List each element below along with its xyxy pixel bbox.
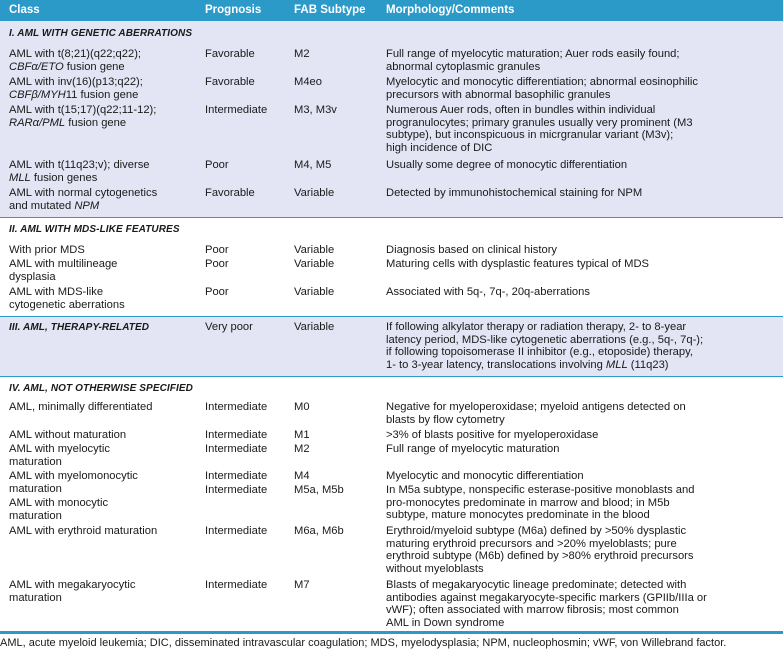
row-morphology: Numerous Auer rods, often in bundles within individual progranulocytes; primary granules usually very prominent (M3 subtype), but inconspicuous in micrgranular variant (M3v); high incidence of DIC xyxy=(386,104,693,154)
section-title: III. AML, THERAPY-RELATED xyxy=(9,322,150,333)
row-prognosis: Favorable xyxy=(205,48,255,60)
section-title: IV. AML, NOT OTHERWISE SPECIFIED xyxy=(9,383,193,394)
row-class: AML with myelomonocytic maturation xyxy=(9,470,138,495)
row-class: AML with normal cytogenetics and mutated NPM xyxy=(9,187,158,212)
section-title: I. AML WITH GENETIC ABERRATIONS xyxy=(9,28,193,39)
row-class: AML with multilineage dysplasia xyxy=(9,258,118,283)
row-prognosis: Poor xyxy=(205,286,229,298)
row-prognosis: Very poor xyxy=(205,321,253,333)
table-footnote: AML, acute myeloid leukemia; DIC, disseminated intravascular coagulation; MDS, myelodysplasia; NPM, nucleophosmin; vWF, von Willebrand factor. xyxy=(0,637,727,649)
row-morphology: Usually some degree of monocytic differentiation xyxy=(386,159,628,171)
row-morphology: Myelocytic and monocytic differentiation; abnormal eosinophilic precursors with abnormal basophilic granules xyxy=(386,76,698,101)
row-prognosis: Favorable xyxy=(205,187,255,199)
row-morphology: Myelocytic and monocytic differentiation xyxy=(386,470,584,482)
row-class: AML with erythroid maturation xyxy=(9,525,158,537)
row-fab: M0 xyxy=(294,401,310,413)
row-morphology: Full range of myelocytic maturation; Auer rods easily found; abnormal cytoplasmic granules xyxy=(386,48,680,73)
row-morphology: Diagnosis based on clinical history xyxy=(386,244,558,256)
table-header xyxy=(0,0,783,21)
row-fab: Variable xyxy=(294,258,335,270)
row-fab: Variable xyxy=(294,321,335,333)
row-class: AML, minimally differentiated xyxy=(9,401,153,413)
row-morphology: In M5a subtype, nonspecific esterase-positive monoblasts and pro-monocytes predominate in marrow and blood; in M5b subtype, mature monocytes predominate in the blood xyxy=(386,484,695,522)
row-prognosis: Intermediate xyxy=(205,525,268,537)
table-bottom-rule xyxy=(0,631,783,634)
row-prognosis: Intermediate xyxy=(205,470,268,482)
row-prognosis: Poor xyxy=(205,258,229,270)
row-prognosis: Intermediate xyxy=(205,484,268,496)
row-class: AML with t(11q23;v); diverse MLL fusion genes xyxy=(9,159,150,184)
row-morphology: Full range of myelocytic maturation xyxy=(386,443,560,455)
row-morphology: If following alkylator therapy or radiation therapy, 2- to 8-year latency period, MDS-like cytogenetic aberrations (e.g., 5q-, 7q-); if following topoisomerase II inhibitor (e.g., etoposide) therapy, 1- to 3-year latency, translocations involving MLL (11q23) xyxy=(386,321,704,371)
header-prognosis: Prognosis xyxy=(205,4,262,16)
row-class: With prior MDS xyxy=(9,244,85,256)
row-prognosis: Poor xyxy=(205,159,229,171)
row-fab: Variable xyxy=(294,244,335,256)
row-morphology: Detected by immunohistochemical staining for NPM xyxy=(386,187,643,199)
section-divider xyxy=(0,376,783,377)
row-class: AML with MDS-like cytogenetic aberrations xyxy=(9,286,125,311)
row-prognosis: Intermediate xyxy=(205,443,268,455)
header-class: Class xyxy=(9,4,40,16)
row-class: AML with t(15;17)(q22;11-12); RARα/PML fusion gene xyxy=(9,104,157,129)
row-fab: Variable xyxy=(294,187,335,199)
row-prognosis: Intermediate xyxy=(205,579,268,591)
row-fab: M4, M5 xyxy=(294,159,332,171)
row-fab: M1 xyxy=(294,429,310,441)
row-morphology: Erythroid/myeloid subtype (M6a) defined by >50% dysplastic maturing erythroid precursors and >20% myeloblasts; pure erythroid subtype (M6b) defined by >80% erythroid precursors without myeloblasts xyxy=(386,525,694,575)
row-morphology: >3% of blasts positive for myeloperoxidase xyxy=(386,429,599,441)
row-class: AML without maturation xyxy=(9,429,127,441)
row-prognosis: Intermediate xyxy=(205,429,268,441)
row-class: AML with inv(16)(p13;q22); CBFβ/MYH11 fusion gene xyxy=(9,76,143,101)
row-class: AML with t(8;21)(q22;q22); CBFα/ETO fusion gene xyxy=(9,48,142,73)
section-divider xyxy=(0,217,783,218)
row-class: AML with megakaryocytic maturation xyxy=(9,579,136,604)
row-prognosis: Favorable xyxy=(205,76,255,88)
row-fab: M2 xyxy=(294,48,310,60)
row-morphology: Negative for myeloperoxidase; myeloid antigens detected on blasts by flow cytometry xyxy=(386,401,686,426)
row-fab: M3, M3v xyxy=(294,104,337,116)
row-fab: Variable xyxy=(294,286,335,298)
section-title: II. AML WITH MDS-LIKE FEATURES xyxy=(9,224,180,235)
header-morphology: Morphology/Comments xyxy=(386,4,515,16)
row-class: AML with monocytic maturation xyxy=(9,497,109,522)
row-morphology: Blasts of megakaryocytic lineage predominate; detected with antibodies against megakaryocyte-specific markers (GPIIb/IIIa or vWF); often associated with marrow fibrosis; most common AML in Down syndrome xyxy=(386,579,707,629)
row-prognosis: Intermediate xyxy=(205,104,268,116)
row-prognosis: Intermediate xyxy=(205,401,268,413)
row-fab: M4eo xyxy=(294,76,322,88)
row-morphology: Associated with 5q-, 7q-, 20q-aberrations xyxy=(386,286,590,298)
row-fab: M6a, M6b xyxy=(294,525,344,537)
row-morphology: Maturing cells with dysplastic features typical of MDS xyxy=(386,258,650,270)
header-fab-subtype: FAB Subtype xyxy=(294,4,366,16)
row-fab: M7 xyxy=(294,579,310,591)
row-fab: M2 xyxy=(294,443,310,455)
row-prognosis: Poor xyxy=(205,244,229,256)
row-class: AML with myelocytic maturation xyxy=(9,443,110,468)
row-fab: M5a, M5b xyxy=(294,484,344,496)
row-fab: M4 xyxy=(294,470,310,482)
